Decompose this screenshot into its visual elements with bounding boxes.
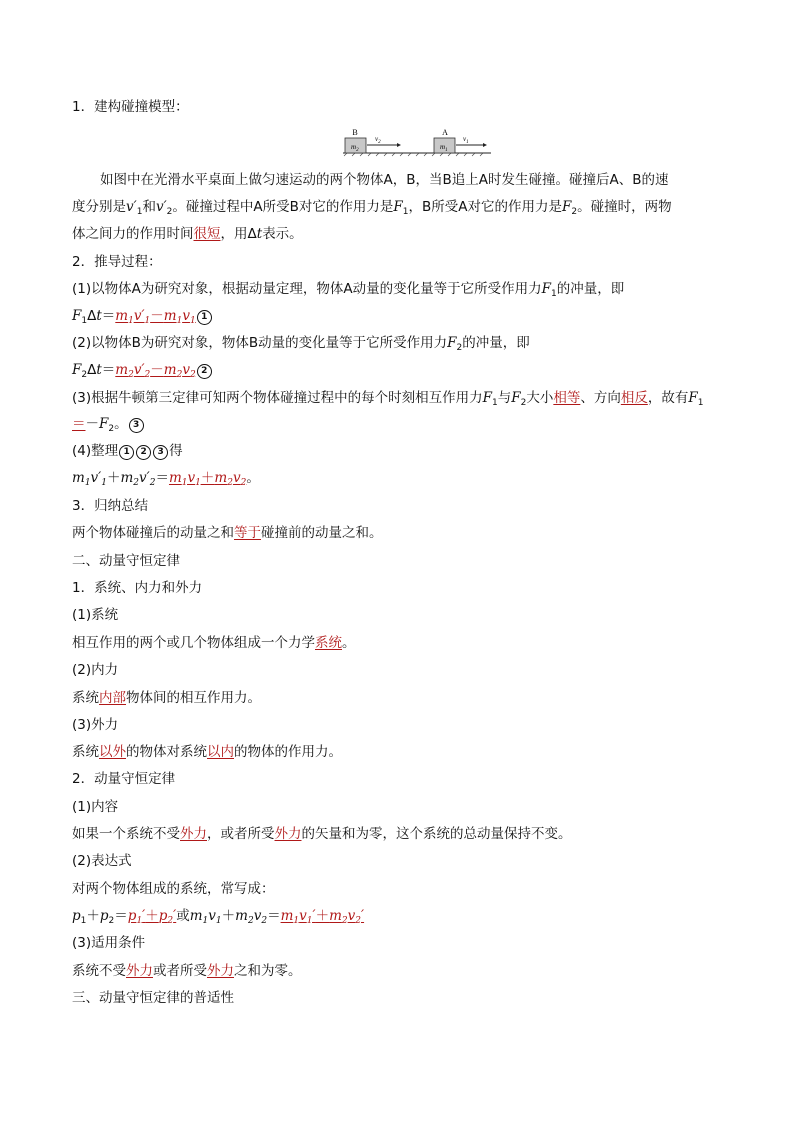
answer-internal: 内部 — [99, 690, 126, 706]
system-heading: (1)系统 — [72, 607, 119, 623]
subheading-2-2: 2．动量守恒定律 — [72, 771, 176, 787]
answer-very-short: 很短 — [193, 226, 221, 242]
answer-eq-2: $m_2v'_2-m_2v_2$ — [115, 362, 196, 380]
para-1-line-2: 度分别是$v'_1$和$v'_2$。碰撞过程中A所受B对它的作用力是$F_1$，B所受A对它的作用力是$F_2$。碰撞时，两物 — [72, 199, 672, 217]
heading-part-2: 二、动量守恒定律 — [72, 553, 180, 569]
arrowhead-a-icon — [483, 143, 487, 147]
arrowhead-b-icon — [397, 143, 401, 147]
answer-sum-before: $m_1v_1+m_2v_2$ — [168, 470, 247, 488]
equation-2: $F_2\Delta t=m_2v'_2-m_2v_2$ 2 — [72, 360, 213, 380]
internal-force-text: 系统内部物体间的相互作用力。 — [72, 690, 261, 706]
heading-part-3: 三、动量守恒定律的普适性 — [72, 990, 234, 1006]
svg-text:v2 — [375, 135, 381, 145]
conditions-heading: (3)适用条件 — [72, 935, 146, 951]
derivation-step-2: (2)以物体B为研究对象，物体B动量的变化量等于它所受作用力$F_2$的冲量，即 — [72, 335, 530, 353]
momentum-sum-equation: $m_1v'_1+m_2v'_2=m_1v_1+m_2v_2$。 — [72, 470, 260, 488]
block-b-velocity-sub: 2 — [378, 140, 381, 145]
equation-1: $F_1\Delta t=m_1v'_1-m_1v_1$ 1 — [72, 306, 213, 326]
answer-system: 系统 — [315, 635, 342, 651]
answer-external-force-2: 外力 — [274, 826, 302, 842]
section-3-title: 3．归纳总结 — [72, 498, 149, 514]
block-a-velocity: v — [463, 135, 467, 143]
answer-equals: 等于 — [234, 525, 261, 541]
block-a-mass: m — [440, 143, 446, 151]
summary-text: 两个物体碰撞后的动量之和等于碰撞前的动量之和。 — [72, 525, 383, 541]
external-force-heading: (3)外力 — [72, 717, 119, 733]
answer-eq-3: ＝ — [72, 416, 86, 432]
conservation-equation: $p_1+p_2=p_1'+p_2'$或$m_1v_1+m_2v_2=m_1v_1'+m_2v_2'$ — [72, 908, 365, 926]
block-b-mass: m — [351, 143, 357, 151]
answer-external-force-1: 外力 — [180, 826, 207, 842]
content-text: 如果一个系统不受外力，或者所受外力的矢量和为零，这个系统的总动量保持不变。 — [72, 826, 572, 842]
derivation-step-1: (1)以物体A为研究对象，根据动量定理，物体A动量的变化量等于它所受作用力$F_1$的冲量，即 — [72, 281, 625, 299]
section-1-title: 1．建构碰撞模型： — [72, 99, 189, 115]
conditions-text: 系统不受外力或者所受外力之和为零。 — [72, 963, 302, 979]
expression-intro: 对两个物体组成的系统，常写成： — [72, 881, 275, 897]
answer-opposite: 相反 — [620, 390, 648, 406]
answer-equal: 相等 — [553, 390, 581, 406]
equation-3: $=-F_2$。 3 — [72, 414, 145, 434]
svg-text:v1 — [463, 135, 469, 145]
block-b-velocity: v — [375, 135, 379, 143]
answer-p-sum: $p_1'+p_2'$ — [127, 908, 177, 926]
block-a-label: A — [442, 128, 448, 137]
system-text: 相互作用的两个或几个物体组成一个力学系统。 — [72, 635, 356, 651]
block-b-label: B — [352, 128, 358, 137]
section-2-title: 2．推导过程： — [72, 254, 162, 270]
answer-inside: 以内 — [207, 744, 234, 760]
para-1-line-3: 体之间力的作用时间很短，用Δt表示。 — [72, 226, 303, 242]
expression-heading: (2)表达式 — [72, 853, 132, 869]
block-b-mass-sub: 2 — [356, 148, 359, 153]
derivation-step-3: (3)根据牛顿第三定律可知两个物体碰撞过程中的每个时刻相互作用力$F_1$与$F_2$大小相等、方向相反，故有$F_1$ — [72, 390, 704, 408]
external-force-text: 系统以外的物体对系统以内的物体的作用力。 — [72, 744, 342, 760]
para-1-line-1: 如图中在光滑水平桌面上做匀速运动的两个物体A，B，当B追上A时发生碰撞。碰撞后A、B的速 — [100, 172, 669, 188]
subheading-2-1: 1．系统、内力和外力 — [72, 580, 203, 596]
derivation-step-4: (4)整理 1 2 3 得 — [72, 443, 183, 459]
content-heading: (1)内容 — [72, 799, 119, 815]
answer-external-force-3: 外力 — [126, 963, 153, 979]
block-a-mass-sub: 1 — [445, 148, 448, 153]
answer-outside: 以外 — [99, 744, 126, 760]
answer-mv-sum: $m_1v_1'+m_2v_2'$ — [280, 908, 365, 926]
answer-external-force-4: 外力 — [207, 963, 234, 979]
collision-figure — [343, 127, 493, 157]
answer-eq-1: $m_1v'_1-m_1v_1$ — [115, 308, 196, 326]
internal-force-heading: (2)内力 — [72, 662, 119, 678]
block-a-velocity-sub: 1 — [466, 140, 469, 145]
